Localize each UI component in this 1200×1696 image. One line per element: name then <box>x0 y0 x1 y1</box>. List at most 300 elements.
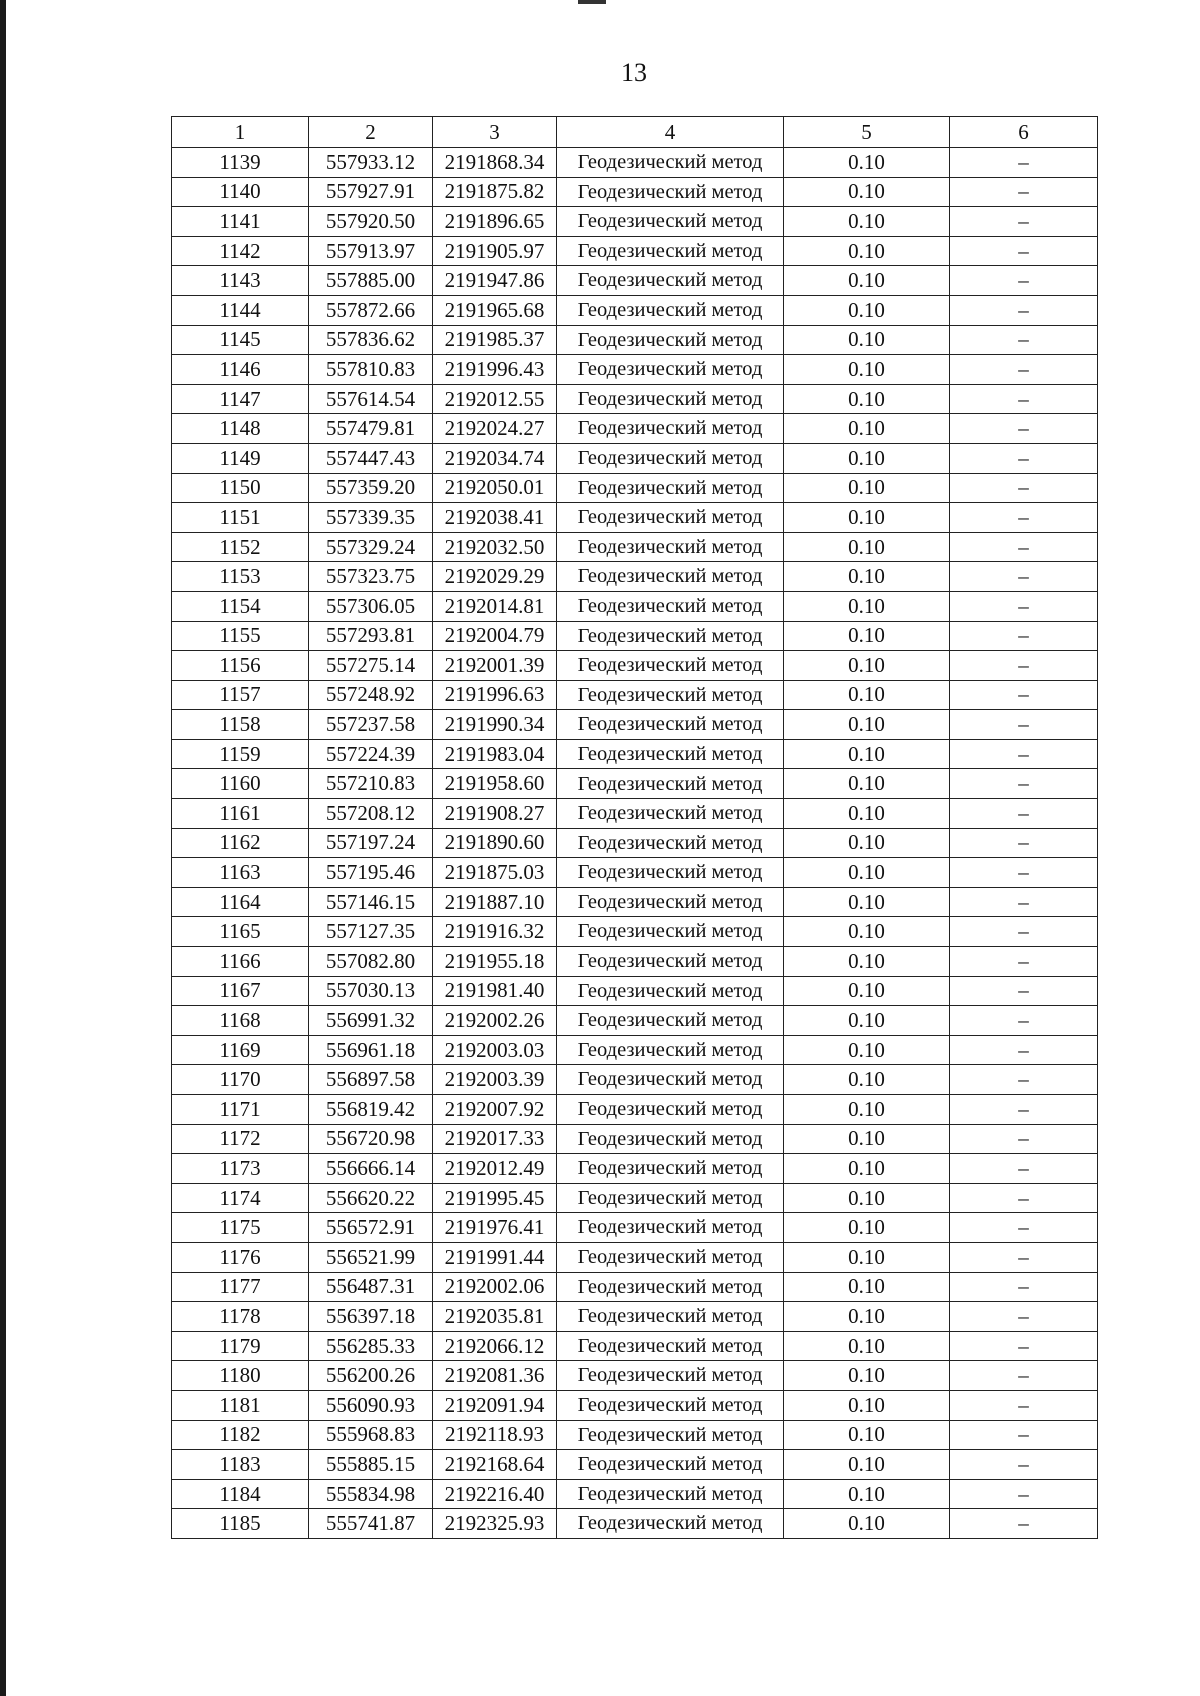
accuracy-cell: 0.10 <box>784 947 950 977</box>
y-coordinate-cell: 2191905.97 <box>433 236 557 266</box>
accuracy-cell: 0.10 <box>784 1479 950 1509</box>
note-cell: – <box>950 828 1098 858</box>
y-coordinate-cell: 2192014.81 <box>433 591 557 621</box>
y-coordinate-cell: 2192081.36 <box>433 1361 557 1391</box>
x-coordinate-cell: 556572.91 <box>309 1213 433 1243</box>
table-row <box>172 1213 1098 1243</box>
method-cell: Геодезический метод <box>557 1124 784 1154</box>
x-coordinate-cell: 557872.66 <box>309 295 433 325</box>
note-cell: – <box>950 917 1098 947</box>
method-cell: Геодезический метод <box>557 621 784 651</box>
y-coordinate-cell: 2191995.45 <box>433 1183 557 1213</box>
table-row <box>172 473 1098 503</box>
point-number-cell: 1172 <box>172 1124 309 1154</box>
x-coordinate-cell: 557810.83 <box>309 355 433 385</box>
note-cell: – <box>950 739 1098 769</box>
y-coordinate-cell: 2192007.92 <box>433 1095 557 1125</box>
y-coordinate-cell: 2191996.43 <box>433 355 557 385</box>
table-row <box>172 443 1098 473</box>
point-number-cell: 1182 <box>172 1420 309 1450</box>
table-row <box>172 591 1098 621</box>
y-coordinate-cell: 2191875.82 <box>433 177 557 207</box>
scan-left-edge <box>0 0 6 1696</box>
accuracy-cell: 0.10 <box>784 739 950 769</box>
y-coordinate-cell: 2191887.10 <box>433 887 557 917</box>
method-cell: Геодезический метод <box>557 503 784 533</box>
table-row <box>172 1272 1098 1302</box>
accuracy-cell: 0.10 <box>784 1154 950 1184</box>
method-cell: Геодезический метод <box>557 1242 784 1272</box>
y-coordinate-cell: 2192035.81 <box>433 1302 557 1332</box>
x-coordinate-cell: 556666.14 <box>309 1154 433 1184</box>
method-cell: Геодезический метод <box>557 325 784 355</box>
accuracy-cell: 0.10 <box>784 887 950 917</box>
accuracy-cell: 0.10 <box>784 799 950 829</box>
point-number-cell: 1144 <box>172 295 309 325</box>
method-cell: Геодезический метод <box>557 532 784 562</box>
x-coordinate-cell: 555968.83 <box>309 1420 433 1450</box>
accuracy-cell: 0.10 <box>784 1420 950 1450</box>
note-cell: – <box>950 1272 1098 1302</box>
x-coordinate-cell: 557339.35 <box>309 503 433 533</box>
accuracy-cell: 0.10 <box>784 976 950 1006</box>
point-number-cell: 1146 <box>172 355 309 385</box>
accuracy-cell: 0.10 <box>784 562 950 592</box>
table-row <box>172 325 1098 355</box>
x-coordinate-cell: 557275.14 <box>309 651 433 681</box>
accuracy-cell: 0.10 <box>784 236 950 266</box>
y-coordinate-cell: 2191916.32 <box>433 917 557 947</box>
table-row <box>172 562 1098 592</box>
method-cell: Геодезический метод <box>557 1450 784 1480</box>
y-coordinate-cell: 2191955.18 <box>433 947 557 977</box>
accuracy-cell: 0.10 <box>784 1242 950 1272</box>
x-coordinate-cell: 557127.35 <box>309 917 433 947</box>
note-cell: – <box>950 1183 1098 1213</box>
table-row <box>172 858 1098 888</box>
table-row <box>172 266 1098 296</box>
y-coordinate-cell: 2191981.40 <box>433 976 557 1006</box>
note-cell: – <box>950 591 1098 621</box>
y-coordinate-cell: 2191868.34 <box>433 148 557 178</box>
x-coordinate-cell: 557329.24 <box>309 532 433 562</box>
accuracy-cell: 0.10 <box>784 1183 950 1213</box>
method-cell: Геодезический метод <box>557 591 784 621</box>
accuracy-cell: 0.10 <box>784 1272 950 1302</box>
method-cell: Геодезический метод <box>557 1272 784 1302</box>
note-cell: – <box>950 1154 1098 1184</box>
y-coordinate-cell: 2192001.39 <box>433 651 557 681</box>
y-coordinate-cell: 2192168.64 <box>433 1450 557 1480</box>
note-cell: – <box>950 1302 1098 1332</box>
x-coordinate-cell: 555834.98 <box>309 1479 433 1509</box>
point-number-cell: 1154 <box>172 591 309 621</box>
point-number-cell: 1169 <box>172 1035 309 1065</box>
point-number-cell: 1185 <box>172 1509 309 1539</box>
method-cell: Геодезический метод <box>557 1006 784 1036</box>
x-coordinate-cell: 557933.12 <box>309 148 433 178</box>
x-coordinate-cell: 557248.92 <box>309 680 433 710</box>
point-number-cell: 1177 <box>172 1272 309 1302</box>
table-body <box>172 148 1098 1539</box>
note-cell: – <box>950 443 1098 473</box>
method-cell: Геодезический метод <box>557 236 784 266</box>
note-cell: – <box>950 887 1098 917</box>
point-number-cell: 1179 <box>172 1331 309 1361</box>
accuracy-cell: 0.10 <box>784 355 950 385</box>
x-coordinate-cell: 557927.91 <box>309 177 433 207</box>
point-number-cell: 1171 <box>172 1095 309 1125</box>
accuracy-cell: 0.10 <box>784 295 950 325</box>
method-cell: Геодезический метод <box>557 414 784 444</box>
table-row <box>172 710 1098 740</box>
method-cell: Геодезический метод <box>557 1095 784 1125</box>
y-coordinate-cell: 2192017.33 <box>433 1124 557 1154</box>
accuracy-cell: 0.10 <box>784 710 950 740</box>
table-row <box>172 799 1098 829</box>
table-row <box>172 621 1098 651</box>
y-coordinate-cell: 2191990.34 <box>433 710 557 740</box>
table-row <box>172 1006 1098 1036</box>
note-cell: – <box>950 947 1098 977</box>
accuracy-cell: 0.10 <box>784 621 950 651</box>
note-cell: – <box>950 1390 1098 1420</box>
method-cell: Геодезический метод <box>557 562 784 592</box>
accuracy-cell: 0.10 <box>784 503 950 533</box>
x-coordinate-cell: 557195.46 <box>309 858 433 888</box>
accuracy-cell: 0.10 <box>784 1302 950 1332</box>
table-row <box>172 1361 1098 1391</box>
x-coordinate-cell: 557614.54 <box>309 384 433 414</box>
x-coordinate-cell: 556487.31 <box>309 1272 433 1302</box>
accuracy-cell: 0.10 <box>784 651 950 681</box>
table-row <box>172 1124 1098 1154</box>
header-cell: 4 <box>557 117 784 148</box>
y-coordinate-cell: 2192002.26 <box>433 1006 557 1036</box>
table-row <box>172 1154 1098 1184</box>
coordinates-table <box>171 116 1098 1539</box>
accuracy-cell: 0.10 <box>784 148 950 178</box>
accuracy-cell: 0.10 <box>784 1095 950 1125</box>
method-cell: Геодезический метод <box>557 473 784 503</box>
point-number-cell: 1149 <box>172 443 309 473</box>
y-coordinate-cell: 2191896.65 <box>433 207 557 237</box>
y-coordinate-cell: 2192029.29 <box>433 562 557 592</box>
method-cell: Геодезический метод <box>557 651 784 681</box>
point-number-cell: 1166 <box>172 947 309 977</box>
table-row <box>172 148 1098 178</box>
y-coordinate-cell: 2191965.68 <box>433 295 557 325</box>
note-cell: – <box>950 1450 1098 1480</box>
header-cell: 6 <box>950 117 1098 148</box>
note-cell: – <box>950 1006 1098 1036</box>
table-row <box>172 1095 1098 1125</box>
method-cell: Геодезический метод <box>557 710 784 740</box>
y-coordinate-cell: 2192091.94 <box>433 1390 557 1420</box>
point-number-cell: 1167 <box>172 976 309 1006</box>
accuracy-cell: 0.10 <box>784 1035 950 1065</box>
method-cell: Геодезический метод <box>557 1479 784 1509</box>
point-number-cell: 1173 <box>172 1154 309 1184</box>
note-cell: – <box>950 769 1098 799</box>
y-coordinate-cell: 2192050.01 <box>433 473 557 503</box>
note-cell: – <box>950 1065 1098 1095</box>
method-cell: Геодезический метод <box>557 769 784 799</box>
x-coordinate-cell: 556961.18 <box>309 1035 433 1065</box>
table-row <box>172 177 1098 207</box>
point-number-cell: 1140 <box>172 177 309 207</box>
point-number-cell: 1161 <box>172 799 309 829</box>
note-cell: – <box>950 1213 1098 1243</box>
x-coordinate-cell: 556397.18 <box>309 1302 433 1332</box>
method-cell: Геодезический метод <box>557 1361 784 1391</box>
point-number-cell: 1183 <box>172 1450 309 1480</box>
accuracy-cell: 0.10 <box>784 177 950 207</box>
point-number-cell: 1165 <box>172 917 309 947</box>
y-coordinate-cell: 2191976.41 <box>433 1213 557 1243</box>
page-number: 13 <box>621 58 647 87</box>
accuracy-cell: 0.10 <box>784 680 950 710</box>
scan-top-mark <box>578 0 606 4</box>
point-number-cell: 1142 <box>172 236 309 266</box>
note-cell: – <box>950 799 1098 829</box>
table-row <box>172 1183 1098 1213</box>
accuracy-cell: 0.10 <box>784 1390 950 1420</box>
table-row <box>172 769 1098 799</box>
point-number-cell: 1139 <box>172 148 309 178</box>
x-coordinate-cell: 556720.98 <box>309 1124 433 1154</box>
accuracy-cell: 0.10 <box>784 414 950 444</box>
accuracy-cell: 0.10 <box>784 917 950 947</box>
method-cell: Геодезический метод <box>557 1331 784 1361</box>
y-coordinate-cell: 2191983.04 <box>433 739 557 769</box>
y-coordinate-cell: 2191890.60 <box>433 828 557 858</box>
x-coordinate-cell: 555741.87 <box>309 1509 433 1539</box>
method-cell: Геодезический метод <box>557 858 784 888</box>
x-coordinate-cell: 557030.13 <box>309 976 433 1006</box>
method-cell: Геодезический метод <box>557 1035 784 1065</box>
point-number-cell: 1157 <box>172 680 309 710</box>
x-coordinate-cell: 557208.12 <box>309 799 433 829</box>
method-cell: Геодезический метод <box>557 355 784 385</box>
note-cell: – <box>950 562 1098 592</box>
accuracy-cell: 0.10 <box>784 1450 950 1480</box>
note-cell: – <box>950 1479 1098 1509</box>
accuracy-cell: 0.10 <box>784 207 950 237</box>
x-coordinate-cell: 557082.80 <box>309 947 433 977</box>
x-coordinate-cell: 557447.43 <box>309 443 433 473</box>
table-row <box>172 680 1098 710</box>
x-coordinate-cell: 556819.42 <box>309 1095 433 1125</box>
method-cell: Геодезический метод <box>557 295 784 325</box>
point-number-cell: 1184 <box>172 1479 309 1509</box>
table-row <box>172 295 1098 325</box>
method-cell: Геодезический метод <box>557 266 784 296</box>
table-row <box>172 384 1098 414</box>
method-cell: Геодезический метод <box>557 1390 784 1420</box>
table-row <box>172 1302 1098 1332</box>
y-coordinate-cell: 2192038.41 <box>433 503 557 533</box>
note-cell: – <box>950 355 1098 385</box>
note-cell: – <box>950 266 1098 296</box>
point-number-cell: 1145 <box>172 325 309 355</box>
accuracy-cell: 0.10 <box>784 1006 950 1036</box>
point-number-cell: 1148 <box>172 414 309 444</box>
method-cell: Геодезический метод <box>557 828 784 858</box>
x-coordinate-cell: 556200.26 <box>309 1361 433 1391</box>
table-row <box>172 414 1098 444</box>
point-number-cell: 1162 <box>172 828 309 858</box>
table-row <box>172 1420 1098 1450</box>
table-row <box>172 739 1098 769</box>
point-number-cell: 1176 <box>172 1242 309 1272</box>
accuracy-cell: 0.10 <box>784 266 950 296</box>
header-cell: 5 <box>784 117 950 148</box>
table-row <box>172 503 1098 533</box>
note-cell: – <box>950 976 1098 1006</box>
y-coordinate-cell: 2191991.44 <box>433 1242 557 1272</box>
x-coordinate-cell: 556991.32 <box>309 1006 433 1036</box>
note-cell: – <box>950 177 1098 207</box>
x-coordinate-cell: 557913.97 <box>309 236 433 266</box>
note-cell: – <box>950 325 1098 355</box>
point-number-cell: 1159 <box>172 739 309 769</box>
x-coordinate-cell: 557479.81 <box>309 414 433 444</box>
x-coordinate-cell: 556620.22 <box>309 1183 433 1213</box>
point-number-cell: 1158 <box>172 710 309 740</box>
method-cell: Геодезический метод <box>557 384 784 414</box>
y-coordinate-cell: 2191985.37 <box>433 325 557 355</box>
note-cell: – <box>950 651 1098 681</box>
table-row <box>172 1065 1098 1095</box>
point-number-cell: 1141 <box>172 207 309 237</box>
method-cell: Геодезический метод <box>557 1154 784 1184</box>
note-cell: – <box>950 621 1098 651</box>
y-coordinate-cell: 2191958.60 <box>433 769 557 799</box>
y-coordinate-cell: 2192118.93 <box>433 1420 557 1450</box>
method-cell: Геодезический метод <box>557 177 784 207</box>
accuracy-cell: 0.10 <box>784 1509 950 1539</box>
table-row <box>172 355 1098 385</box>
point-number-cell: 1151 <box>172 503 309 533</box>
y-coordinate-cell: 2192066.12 <box>433 1331 557 1361</box>
y-coordinate-cell: 2192003.39 <box>433 1065 557 1095</box>
point-number-cell: 1180 <box>172 1361 309 1391</box>
method-cell: Геодезический метод <box>557 148 784 178</box>
table-row <box>172 1390 1098 1420</box>
accuracy-cell: 0.10 <box>784 443 950 473</box>
point-number-cell: 1178 <box>172 1302 309 1332</box>
header-cell: 1 <box>172 117 309 148</box>
accuracy-cell: 0.10 <box>784 325 950 355</box>
method-cell: Геодезический метод <box>557 739 784 769</box>
y-coordinate-cell: 2192012.49 <box>433 1154 557 1184</box>
method-cell: Геодезический метод <box>557 1420 784 1450</box>
note-cell: – <box>950 1035 1098 1065</box>
table-row <box>172 1509 1098 1539</box>
x-coordinate-cell: 557197.24 <box>309 828 433 858</box>
x-coordinate-cell: 557210.83 <box>309 769 433 799</box>
table-row <box>172 828 1098 858</box>
y-coordinate-cell: 2192012.55 <box>433 384 557 414</box>
note-cell: – <box>950 1331 1098 1361</box>
method-cell: Геодезический метод <box>557 1213 784 1243</box>
x-coordinate-cell: 555885.15 <box>309 1450 433 1480</box>
method-cell: Геодезический метод <box>557 680 784 710</box>
note-cell: – <box>950 1509 1098 1539</box>
accuracy-cell: 0.10 <box>784 828 950 858</box>
point-number-cell: 1143 <box>172 266 309 296</box>
table-row <box>172 651 1098 681</box>
note-cell: – <box>950 148 1098 178</box>
x-coordinate-cell: 557237.58 <box>309 710 433 740</box>
method-cell: Геодезический метод <box>557 1065 784 1095</box>
point-number-cell: 1181 <box>172 1390 309 1420</box>
point-number-cell: 1153 <box>172 562 309 592</box>
table-row <box>172 236 1098 266</box>
note-cell: – <box>950 414 1098 444</box>
note-cell: – <box>950 680 1098 710</box>
note-cell: – <box>950 207 1098 237</box>
point-number-cell: 1163 <box>172 858 309 888</box>
table-row <box>172 1479 1098 1509</box>
note-cell: – <box>950 295 1098 325</box>
y-coordinate-cell: 2192216.40 <box>433 1479 557 1509</box>
point-number-cell: 1152 <box>172 532 309 562</box>
method-cell: Геодезический метод <box>557 1509 784 1539</box>
accuracy-cell: 0.10 <box>784 1361 950 1391</box>
x-coordinate-cell: 557920.50 <box>309 207 433 237</box>
x-coordinate-cell: 557836.62 <box>309 325 433 355</box>
point-number-cell: 1174 <box>172 1183 309 1213</box>
table-row <box>172 1450 1098 1480</box>
method-cell: Геодезический метод <box>557 887 784 917</box>
note-cell: – <box>950 1124 1098 1154</box>
note-cell: – <box>950 384 1098 414</box>
table-row <box>172 887 1098 917</box>
note-cell: – <box>950 503 1098 533</box>
accuracy-cell: 0.10 <box>784 858 950 888</box>
note-cell: – <box>950 532 1098 562</box>
y-coordinate-cell: 2191908.27 <box>433 799 557 829</box>
x-coordinate-cell: 556285.33 <box>309 1331 433 1361</box>
accuracy-cell: 0.10 <box>784 1331 950 1361</box>
note-cell: – <box>950 1420 1098 1450</box>
accuracy-cell: 0.10 <box>784 1124 950 1154</box>
x-coordinate-cell: 557323.75 <box>309 562 433 592</box>
accuracy-cell: 0.10 <box>784 473 950 503</box>
point-number-cell: 1156 <box>172 651 309 681</box>
y-coordinate-cell: 2192034.74 <box>433 443 557 473</box>
y-coordinate-cell: 2191947.86 <box>433 266 557 296</box>
header-cell: 3 <box>433 117 557 148</box>
note-cell: – <box>950 858 1098 888</box>
table-row <box>172 207 1098 237</box>
method-cell: Геодезический метод <box>557 443 784 473</box>
method-cell: Геодезический метод <box>557 976 784 1006</box>
point-number-cell: 1170 <box>172 1065 309 1095</box>
x-coordinate-cell: 556521.99 <box>309 1242 433 1272</box>
accuracy-cell: 0.10 <box>784 1213 950 1243</box>
table-row <box>172 1331 1098 1361</box>
accuracy-cell: 0.10 <box>784 769 950 799</box>
point-number-cell: 1155 <box>172 621 309 651</box>
point-number-cell: 1168 <box>172 1006 309 1036</box>
note-cell: – <box>950 1242 1098 1272</box>
y-coordinate-cell: 2191875.03 <box>433 858 557 888</box>
table-row <box>172 1242 1098 1272</box>
point-number-cell: 1160 <box>172 769 309 799</box>
